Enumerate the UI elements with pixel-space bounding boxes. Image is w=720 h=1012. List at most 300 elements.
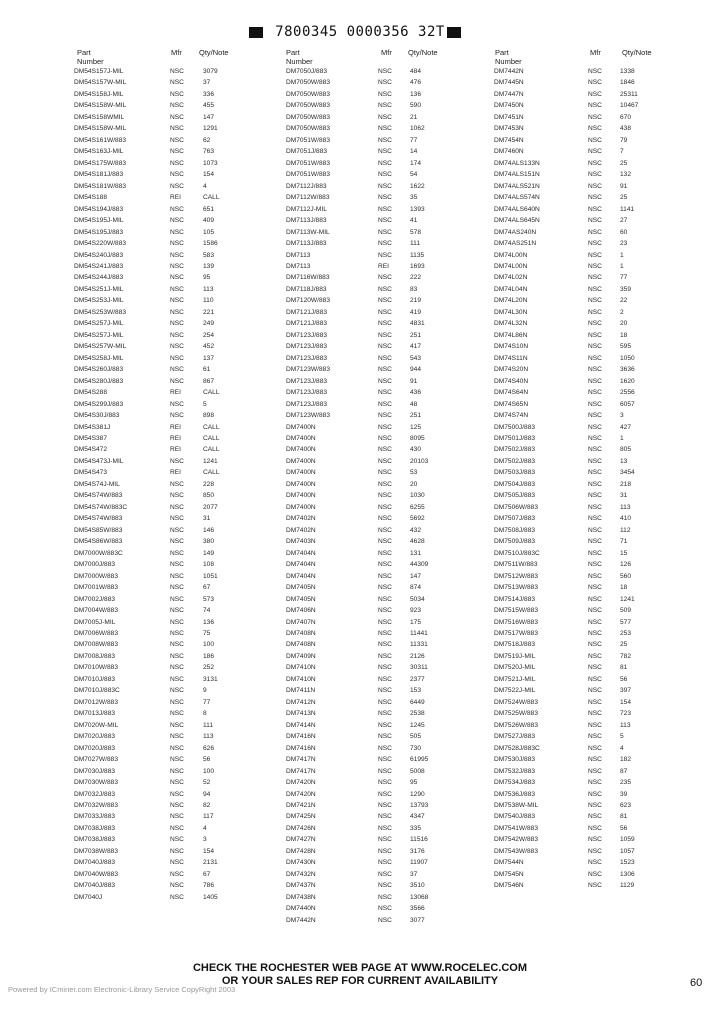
part-number: DM7515W/883 <box>494 607 538 615</box>
manufacturer: NSC <box>170 664 184 672</box>
quantity: 105 <box>203 228 215 236</box>
part-number: DM7408N <box>286 629 316 637</box>
manufacturer: NSC <box>588 802 602 809</box>
quantity: 438 <box>620 125 632 133</box>
part-number: DM7437N <box>286 882 316 890</box>
part-number: DM7516W/883 <box>494 618 538 626</box>
part-number: DM7520J-MIL <box>494 664 536 672</box>
part-number: DM7420N <box>286 790 316 798</box>
manufacturer: NSC <box>588 228 602 236</box>
part-number: DM7512W/883 <box>494 572 538 580</box>
manufacturer: NSC <box>588 503 602 511</box>
quantity: 410 <box>620 515 632 523</box>
part-number: DM7526W/883 <box>494 721 538 729</box>
quantity: 54 <box>410 171 418 179</box>
manufacturer: NSC <box>378 549 392 557</box>
quantity: 117 <box>203 813 214 821</box>
part-number: DM7050W/883 <box>286 90 330 98</box>
part-number: DM7038J/883 <box>74 824 116 832</box>
manufacturer: NSC <box>170 457 184 465</box>
part-number: DM7536J/883 <box>494 790 536 798</box>
part-number: DM7118J/883 <box>286 285 327 293</box>
manufacturer: NSC <box>170 297 184 305</box>
manufacturer: NSC <box>588 435 602 442</box>
manufacturer: NSC <box>588 538 602 546</box>
manufacturer: NSC <box>170 308 184 316</box>
manufacturer: NSC <box>378 584 392 592</box>
manufacturer: NSC <box>378 446 392 454</box>
manufacturer: NSC <box>588 629 602 637</box>
manufacturer: NSC <box>170 779 184 787</box>
manufacturer: NSC <box>378 847 392 855</box>
quantity: 83 <box>410 285 418 293</box>
quantity: 113 <box>620 721 631 729</box>
part-number: DM7413N <box>286 710 316 718</box>
manufacturer: NSC <box>378 480 392 488</box>
quantity: 30311 <box>410 664 428 672</box>
manufacturer: NSC <box>588 847 602 855</box>
manufacturer: NSC <box>170 125 184 133</box>
quantity: 4 <box>203 824 207 832</box>
part-number: DM7534J/883 <box>494 779 536 787</box>
quantity: 146 <box>203 526 215 534</box>
manufacturer: NSC <box>378 675 392 683</box>
part-number: DM7545N <box>494 870 524 878</box>
manufacturer: NSC <box>588 308 602 316</box>
manufacturer: NSC <box>170 813 184 821</box>
manufacturer: NSC <box>588 343 602 351</box>
manufacturer: NSC <box>378 412 392 420</box>
part-number: DM54S244J/883 <box>74 274 124 282</box>
part-number: DM7051W/883 <box>286 171 330 179</box>
quantity: 95 <box>410 779 418 787</box>
manufacturer: NSC <box>378 870 392 878</box>
header-qty: Qty/Note <box>199 48 229 57</box>
quantity: 336 <box>203 90 215 98</box>
manufacturer: NSC <box>378 159 392 167</box>
part-number: DM54S85W/883 <box>74 526 123 534</box>
part-number: DM7400N <box>286 469 316 477</box>
part-number: DM7546N <box>494 882 524 890</box>
part-number: DM7123W/883 <box>286 412 330 420</box>
quantity: 2377 <box>410 675 425 683</box>
manufacturer: REI <box>170 423 181 431</box>
manufacturer: NSC <box>378 148 392 156</box>
part-number: DM7112J/883 <box>286 182 327 190</box>
part-number: DM7414N <box>286 721 316 729</box>
quantity: 108 <box>203 561 215 569</box>
part-number: DM54S181W/883 <box>74 182 127 190</box>
manufacturer: NSC <box>378 836 392 844</box>
manufacturer: NSC <box>170 859 184 867</box>
quantity: 432 <box>410 526 422 534</box>
manufacturer: NSC <box>588 664 602 672</box>
quantity: 20103 <box>410 457 429 465</box>
manufacturer: NSC <box>588 859 602 867</box>
manufacturer: NSC <box>588 159 602 167</box>
quantity: 13068 <box>410 893 429 901</box>
quantity: 91 <box>620 182 628 190</box>
quantity: 37 <box>203 79 211 87</box>
quantity: 44309 <box>410 561 429 569</box>
quantity: 4831 <box>410 320 425 328</box>
quantity: 5008 <box>410 767 425 775</box>
manufacturer: NSC <box>588 721 602 729</box>
part-number: DM74L32N <box>494 320 528 328</box>
manufacturer: NSC <box>588 240 602 248</box>
quantity: 21 <box>410 113 418 121</box>
manufacturer: NSC <box>170 182 184 190</box>
manufacturer: NSC <box>588 251 602 259</box>
quantity: 20 <box>410 480 418 488</box>
part-number: DM7020J/883 <box>74 733 116 741</box>
part-number: DM54S381J <box>74 423 111 431</box>
part-number: DM54S253W/883 <box>74 308 127 316</box>
quantity: 1523 <box>620 859 635 867</box>
part-number: DM7505J/883 <box>494 492 536 500</box>
quantity: 13 <box>620 457 628 465</box>
manufacturer: REI <box>170 389 181 397</box>
manufacturer: NSC <box>588 549 602 557</box>
part-number: DM54S74W/883 <box>74 515 123 523</box>
part-number: DM7010J/883 <box>74 675 116 683</box>
manufacturer: NSC <box>378 515 392 523</box>
manufacturer: NSC <box>378 687 392 695</box>
manufacturer: NSC <box>588 882 602 890</box>
part-number: DM7541W/883 <box>494 824 538 832</box>
part-number: DM7001W/883 <box>74 584 118 592</box>
part-number: DM54S194J/883 <box>74 205 124 213</box>
manufacturer: NSC <box>170 790 184 798</box>
quantity: 3636 <box>620 366 635 374</box>
quantity: 867 <box>203 377 215 385</box>
manufacturer: NSC <box>170 217 184 225</box>
quantity: 14 <box>410 148 418 156</box>
manufacturer: NSC <box>588 354 602 362</box>
part-number: DM54S299J/883 <box>74 400 124 408</box>
manufacturer: NSC <box>170 515 184 523</box>
manufacturer: NSC <box>588 836 602 844</box>
part-number: DM54S195J-MIL <box>74 217 124 225</box>
quantity: 74 <box>203 607 211 615</box>
part-number: DM7420N <box>286 779 316 787</box>
quantity: 253 <box>620 629 632 637</box>
part-number: DM7438N <box>286 893 316 901</box>
manufacturer: NSC <box>588 331 602 339</box>
manufacturer: NSC <box>378 240 392 248</box>
quantity: 782 <box>620 652 632 660</box>
manufacturer: NSC <box>378 182 392 190</box>
part-number: DM7510J/883C <box>494 549 540 557</box>
part-number: DM54S257J-MIL <box>74 331 124 339</box>
quantity: 22 <box>620 297 628 305</box>
part-number: DM7513W/883 <box>494 584 538 592</box>
quantity: 35 <box>410 194 418 202</box>
manufacturer: NSC <box>378 423 392 431</box>
manufacturer: NSC <box>170 618 184 626</box>
quantity: 1290 <box>410 790 425 798</box>
part-number: DM7528J/883C <box>494 744 540 752</box>
quantity: 254 <box>203 331 215 339</box>
quantity: 560 <box>620 572 632 580</box>
manufacturer: NSC <box>588 171 602 179</box>
part-number: DM7400N <box>286 503 316 511</box>
part-number: DM74L00N <box>494 251 528 259</box>
quantity: 9 <box>203 687 207 695</box>
part-number: DM7544N <box>494 859 524 867</box>
quantity: 175 <box>410 618 422 626</box>
quantity: 52 <box>203 779 211 787</box>
part-number: DM7426N <box>286 824 316 832</box>
quantity: 509 <box>620 607 632 615</box>
manufacturer: NSC <box>378 194 392 202</box>
quantity: 623 <box>620 802 632 809</box>
part-number: DM54S387 <box>74 435 107 442</box>
quantity: 1241 <box>620 595 635 603</box>
quantity: 1693 <box>410 262 425 270</box>
manufacturer: NSC <box>170 148 184 156</box>
manufacturer: NSC <box>170 802 184 809</box>
quantity: 91 <box>410 377 418 385</box>
part-number: DM7511W/883 <box>494 561 538 569</box>
manufacturer: NSC <box>378 710 392 718</box>
manufacturer: NSC <box>588 423 602 431</box>
quantity: 436 <box>410 389 422 397</box>
part-number: DM54S163J-MIL <box>74 148 124 156</box>
manufacturer: NSC <box>588 733 602 741</box>
manufacturer: NSC <box>170 767 184 775</box>
manufacturer: NSC <box>588 125 602 133</box>
quantity: 8095 <box>410 435 425 442</box>
part-number: DM54S175W/883 <box>74 159 127 167</box>
part-number: DM7460N <box>494 148 524 156</box>
quantity: 27 <box>620 217 628 225</box>
part-number: DM7410N <box>286 664 316 672</box>
part-number: DM54S188 <box>74 194 107 202</box>
quantity: 100 <box>203 767 215 775</box>
manufacturer: NSC <box>170 343 184 351</box>
manufacturer: NSC <box>378 756 392 764</box>
part-number: DM7008J/883 <box>74 652 116 660</box>
part-number: DM7527J/883 <box>494 733 536 741</box>
quantity: 1338 <box>620 68 635 75</box>
manufacturer: NSC <box>170 503 184 511</box>
footer-web-notice: CHECK THE ROCHESTER WEB PAGE AT WWW.ROCELEC.COM <box>192 962 528 974</box>
part-number: DM54S74J-MIL <box>74 480 120 488</box>
part-number: DM74L86N <box>494 331 528 339</box>
quantity: 219 <box>410 297 422 305</box>
part-number: DM74S10N <box>494 343 529 351</box>
quantity: 8 <box>203 710 207 718</box>
quantity: 25 <box>620 159 628 167</box>
manufacturer: NSC <box>170 744 184 752</box>
manufacturer: NSC <box>588 710 602 718</box>
quantity: 397 <box>620 687 632 695</box>
part-number: DM7521J-MIL <box>494 675 536 683</box>
part-number: DM7032W/883 <box>74 802 118 809</box>
manufacturer: NSC <box>378 882 392 890</box>
manufacturer: NSC <box>588 274 602 282</box>
quantity: 110 <box>203 297 214 305</box>
manufacturer: NSC <box>588 756 602 764</box>
manufacturer: NSC <box>588 561 602 569</box>
quantity: 1059 <box>620 836 635 844</box>
part-number: DM54S161W/883 <box>74 136 127 144</box>
manufacturer: NSC <box>170 240 184 248</box>
quantity: 2077 <box>203 503 218 511</box>
part-number: DM54S157W-MIL <box>74 79 127 87</box>
quantity: 805 <box>620 446 632 454</box>
manufacturer: NSC <box>170 400 184 408</box>
manufacturer: NSC <box>378 136 392 144</box>
footer-credit: Powered by ICminer.com Electronic-Library Service CopyRight 2003 <box>8 985 236 994</box>
quantity: 228 <box>203 480 215 488</box>
manufacturer: NSC <box>378 744 392 752</box>
manufacturer: NSC <box>588 217 602 225</box>
quantity: 221 <box>203 308 215 316</box>
part-number: DM7532J/883 <box>494 767 536 775</box>
quantity: 100 <box>203 641 215 649</box>
quantity: 1030 <box>410 492 425 500</box>
manufacturer: NSC <box>170 607 184 615</box>
manufacturer: NSC <box>588 469 602 477</box>
header-mfr: Mfr <box>590 48 601 57</box>
part-number: DM54S257J-MIL <box>74 320 124 328</box>
part-number: DM7027W/883 <box>74 756 118 764</box>
manufacturer: NSC <box>378 664 392 672</box>
manufacturer: NSC <box>378 721 392 729</box>
part-number: DM7405N <box>286 584 316 592</box>
quantity: 3566 <box>410 905 425 913</box>
part-number: DM7404N <box>286 561 316 569</box>
quantity: 126 <box>620 561 632 569</box>
part-number: DM54S280J/883 <box>74 377 124 385</box>
quantity: 23 <box>620 240 628 248</box>
manufacturer: NSC <box>588 320 602 328</box>
quantity: 218 <box>620 480 632 488</box>
quantity: 2556 <box>620 389 635 397</box>
part-number: DM7030W/883 <box>74 779 118 787</box>
part-number: DM7400N <box>286 423 316 431</box>
quantity: 583 <box>203 251 215 259</box>
quantity: 182 <box>620 756 632 764</box>
manufacturer: NSC <box>170 824 184 832</box>
part-number: DM54S260J/883 <box>74 366 124 374</box>
quantity: 61995 <box>410 756 429 764</box>
quantity: 154 <box>620 698 632 706</box>
manufacturer: NSC <box>170 79 184 87</box>
quantity: 62 <box>203 136 211 144</box>
part-number: DM74ALS133N <box>494 159 540 167</box>
quantity: 136 <box>203 618 215 626</box>
header-mfr: Mfr <box>381 48 392 57</box>
part-number: DM54S158J-MIL <box>74 90 124 98</box>
quantity: 154 <box>203 171 215 179</box>
part-number: DM7000J/883 <box>74 561 116 569</box>
quantity: 874 <box>410 584 422 592</box>
quantity: 2126 <box>410 652 425 660</box>
part-number: DM7013J/883 <box>74 710 116 718</box>
quantity: 573 <box>203 595 215 603</box>
manufacturer: NSC <box>170 641 184 649</box>
part-number: DM7006W/883 <box>74 629 118 637</box>
quantity: 850 <box>203 492 215 500</box>
part-number: DM54S157J-MIL <box>74 68 124 75</box>
quantity: 3079 <box>203 68 218 75</box>
manufacturer: NSC <box>588 90 602 98</box>
manufacturer: NSC <box>588 457 602 465</box>
manufacturer: NSC <box>170 882 184 890</box>
quantity: 235 <box>620 779 632 787</box>
manufacturer: NSC <box>378 538 392 546</box>
quantity: 112 <box>620 526 631 534</box>
manufacturer: NSC <box>378 629 392 637</box>
manufacturer: NSC <box>588 285 602 293</box>
quantity: 61 <box>203 366 211 374</box>
quantity: 2 <box>620 308 624 316</box>
part-number: DM7033J/883 <box>74 813 116 821</box>
part-number: DM7514J/883 <box>494 595 536 603</box>
manufacturer: NSC <box>588 412 602 420</box>
manufacturer: NSC <box>378 893 392 901</box>
part-number: DM7020W-MIL <box>74 721 119 729</box>
barcode-text: 7800345 0000356 32T <box>275 24 445 40</box>
manufacturer: NSC <box>378 859 392 867</box>
quantity: 730 <box>410 744 422 752</box>
part-number: DM7416N <box>286 733 316 741</box>
header-qty: Qty/Note <box>622 48 652 57</box>
quantity: 6449 <box>410 698 425 706</box>
manufacturer: NSC <box>588 205 602 213</box>
part-number: DM7040J/883 <box>74 882 116 890</box>
quantity: 1622 <box>410 182 425 190</box>
manufacturer: NSC <box>170 102 184 110</box>
manufacturer: NSC <box>378 389 392 397</box>
manufacturer: NSC <box>378 698 392 706</box>
quantity: 154 <box>203 847 215 855</box>
manufacturer: NSC <box>378 824 392 832</box>
manufacturer: NSC <box>378 274 392 282</box>
quantity: 125 <box>410 423 422 431</box>
quantity: 786 <box>203 882 215 890</box>
manufacturer: NSC <box>170 251 184 259</box>
manufacturer: NSC <box>588 526 602 534</box>
part-number: DM7417N <box>286 767 316 775</box>
quantity: 452 <box>203 343 215 351</box>
part-number: DM7400N <box>286 492 316 500</box>
part-number: DM54S220W/883 <box>74 240 127 248</box>
part-number: DM7116W/883 <box>286 274 330 282</box>
manufacturer: NSC <box>588 480 602 488</box>
manufacturer: NSC <box>170 136 184 144</box>
manufacturer: NSC <box>170 526 184 534</box>
quantity: 944 <box>410 366 422 374</box>
manufacturer: NSC <box>170 412 184 420</box>
part-number: DM7403N <box>286 538 316 546</box>
part-number: DM7004W/883 <box>74 607 118 615</box>
part-number: DM74S64N <box>494 389 529 397</box>
quantity: CALL <box>203 435 220 442</box>
quantity: 1245 <box>410 721 425 729</box>
manufacturer: NSC <box>588 79 602 87</box>
quantity: 11331 <box>410 641 428 649</box>
part-number: DM54S158W-MIL <box>74 102 127 110</box>
quantity: 137 <box>203 354 215 362</box>
quantity: 11907 <box>410 859 428 867</box>
quantity: 53 <box>410 469 418 477</box>
part-number: DM74S74N <box>494 412 529 420</box>
manufacturer: NSC <box>378 595 392 603</box>
